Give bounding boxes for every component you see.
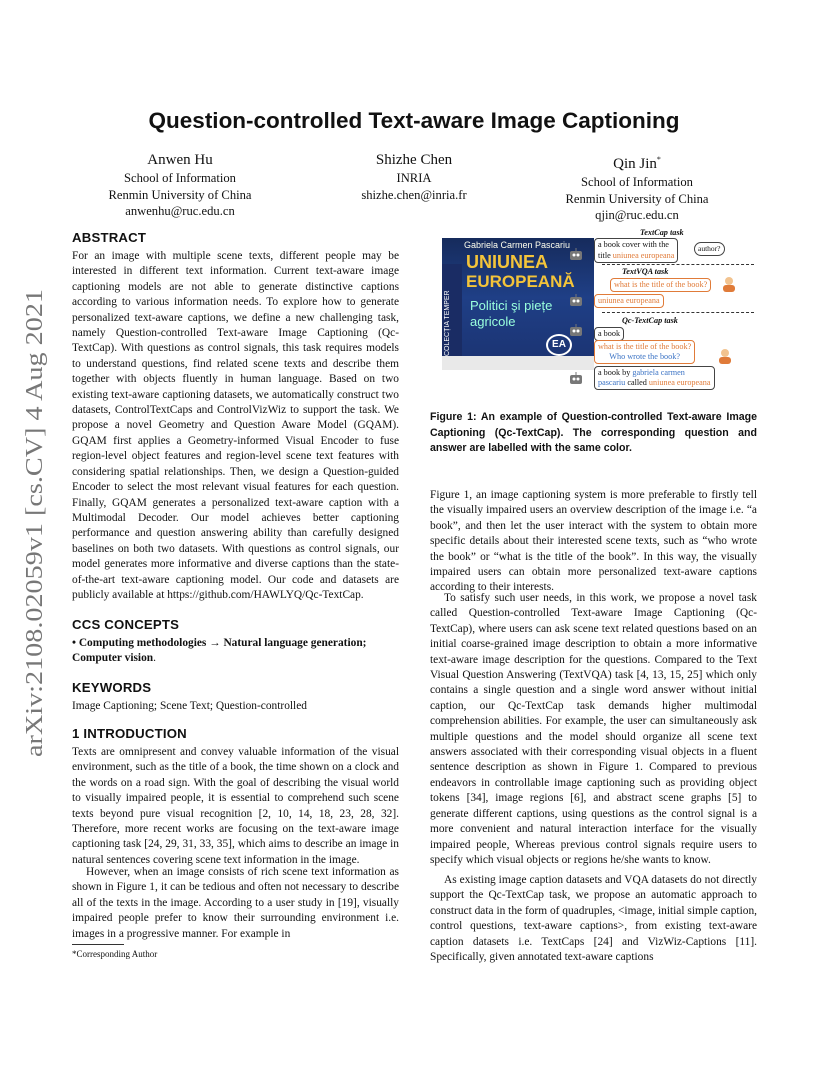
task-divider [602, 264, 754, 265]
footnote: *Corresponding Author [72, 949, 158, 959]
body-paragraph: Figure 1, an image captioning system is more preferable to firstly tell the visually impaired users an overview description of the image i.e. “a book”, and then let the user interact with the system to obtain more specific details about their interested scene texts, such as “who wrote the book” or “what is the title of the book”. In this way, the visually impaired users can obtain more personalized text-aware captions according to their interests. [430, 489, 757, 594]
author-email: shizhe.chen@inria.fr [361, 187, 467, 202]
author-block [517, 150, 757, 224]
book-side-text: COLECȚIA TEMPER [444, 290, 451, 356]
abstract-heading: ABSTRACT [72, 230, 147, 245]
person-icon [722, 276, 736, 292]
textvqa-question-bubble: what is the title of the book? [610, 278, 711, 292]
abstract-text: For an image with multiple scene texts, different people may be interested in different text information. Current text-aware image captioning models are not able to generate distinctive captions according to various information needs. To explore how to generate personalized text-aware captions, we define a new challenging task, namely Question-controlled Text-aware Image Captioning (Qc-TextCap). With questions as control signals, this task requires models to understand questions, find related scene texts and describe them together with objects fluently in human language. Based on two existing text-aware captioning datasets, we automatically construct two datasets, ControlTextCaps and ControlVizWiz to support the task. We propose a novel Geometry and Question Aware Model (GQAM). GQAM first applies a Geometry-informed Visual Encoder to fuse region-level object features and region-level scene text features with considering spatial relationships. Then, we design a Question-guided Encoder to select the most relevant visual features for each question. Finally, GQAM generates a personalized text-aware caption with a Multimodal Decoder. Our model achieves better captioning performance and question answering ability than carefully designed baselines on both two datasets. With questions as control signals, our model generates more informative and diverse captions than the state-of-the-art text-aware captioning model. Our code and datasets are publicly available at https://github.com/HAWLYQ/Qc-TextCap. [72, 250, 399, 601]
figure-1 [432, 228, 758, 393]
author-affiliation: Renmin University of China [108, 187, 252, 202]
book-subtitle: Politici şi piețe [470, 298, 553, 313]
arxiv-id: arXiv:2108.02059v1 [cs.CV] 4 Aug 2021 [22, 358, 48, 757]
task-divider [602, 312, 754, 313]
author-name: Shizhe Chen [375, 152, 453, 168]
author-affiliation: INRIA [396, 171, 432, 185]
author-block [294, 150, 534, 203]
ccs-text: • Computing methodologies → Natural language generation; Computer vision. [72, 637, 367, 665]
person-icon [718, 348, 732, 364]
qc-initial-caption-bubble: a book [594, 327, 624, 341]
keywords-text: Image Captioning; Scene Text; Question-controlled [72, 700, 307, 712]
author-email: anwenhu@ruc.edu.cn [125, 204, 235, 219]
corresponding-mark: * [656, 155, 661, 164]
author-name: Qin Jin [613, 156, 657, 172]
robot-icon [568, 372, 584, 386]
author-block [60, 150, 300, 220]
qc-textcap-task-label: Qc-TextCap task [622, 316, 678, 325]
publisher-logo: EA [546, 334, 572, 356]
figure-caption: Figure 1: An example of Question-controlled Text-aware Image Captioning (Qc-TextCap). The corresponding question and answer are labelled with the same color. [430, 411, 757, 455]
arxiv-stamp [20, 287, 48, 757]
book-cover-bottom [442, 356, 594, 370]
robot-icon [568, 248, 584, 262]
textvqa-task-label: TextVQA task [622, 267, 669, 276]
body-paragraph: As existing image caption datasets and VQA datasets do not directly support the Qc-TextCap task, we propose an automatic approach to construct data in the form of quadruples, <image, initial simple caption, control questions, text-aware captions>, from existing text-aware caption datasets i.e. TextCaps [24] and VizWiz-Captions [11]. Specifically, given annotated text-aware captions [430, 874, 757, 964]
intro-paragraph: Texts are omnipresent and convey valuable information of the visual environment, such as the title of a book, the time shown on a clock and the words on a road sign. With the goal of describing the visual world to visually impaired people, it is essential to comprehend such scene texts beyond pure visual recognition [2, 10, 14, 18, 23, 28, 32]. Therefore, more recent works are focusing on the text-aware image captioning task [24, 29, 31, 33, 35], which aims to describe an image in natural sentences covering scene text information in the image. [72, 746, 399, 866]
robot-icon [568, 324, 584, 338]
author-thought-bubble: author? [694, 242, 725, 256]
book-title-line: UNIUNEA [466, 252, 549, 272]
paper-title: Question-controlled Text-aware Image Captioning [148, 108, 680, 133]
author-affiliation: School of Information [581, 175, 693, 189]
author-affiliation: Renmin University of China [565, 191, 709, 206]
author-name: Anwen Hu [147, 152, 213, 168]
intro-paragraph: However, when an image consists of rich scene text information as shown in Figure 1, it can be tedious and often not necessary to describe all of the texts in the image. According to a user study in [19], visually impaired people prefer to know their surrounding environment i.e. images in a progressive manner. For example in [72, 866, 399, 940]
book-title-line: EUROPEANĂ [466, 272, 575, 291]
textvqa-answer-bubble: uniunea europeana [594, 294, 664, 308]
textcap-task-label: TextCap task [640, 228, 684, 237]
body-paragraph: To satisfy such user needs, in this work, we propose a novel task called Question-controlled Text-aware Image Captioning (Qc-TextCap), where users can ask scene text related questions based on an initial coarse-grained image description to obtain a more informative text-aware image description for the questions. Compared to the Text Visual Question Answering (TextVQA) task [4, 13, 15, 25] which only contains a single question and a single word answer without initial caption, our Qc-TextCap task demands higher multimodal comprehension abilities. For example, the user can simultaneously ask multiple questions and the model should organize all scene text answers associated with their corresponding visual objects in a fluent sentence description as shown in Figure 1. Compared to previous endeavors in controllable image captioning such as providing object tokens [34], image regions [6], and abstract scene graphs [5] to generate different captions, using questions as the control signal is a more convenient and natural interaction interface for the visually impaired people, Whereas previous control signals require users to specify which visual objects or regions he/she wants to know. [430, 592, 757, 866]
author-email: qjin@ruc.edu.cn [595, 208, 679, 223]
keywords-heading: KEYWORDS [72, 680, 152, 695]
qc-output-caption-bubble: a book by gabriela carmen pascariu called uniunea europeana [594, 366, 715, 390]
footnote-rule [72, 944, 124, 945]
intro-heading: 1 INTRODUCTION [72, 726, 187, 741]
textcap-caption-bubble: a book cover with the title uniunea europeana [594, 238, 678, 263]
ccs-heading: CCS CONCEPTS [72, 617, 180, 632]
ccs-concepts: • Computing methodologies → Natural language generation; Computer vision [72, 637, 367, 665]
book-subtitle: agricole [470, 314, 516, 329]
book-author-text: Gabriela Carmen Pascariu [464, 240, 571, 250]
author-affiliation: School of Information [124, 171, 236, 185]
robot-icon [568, 294, 584, 308]
qc-questions-bubble: what is the title of the book? Who wrote the book? [594, 340, 695, 364]
